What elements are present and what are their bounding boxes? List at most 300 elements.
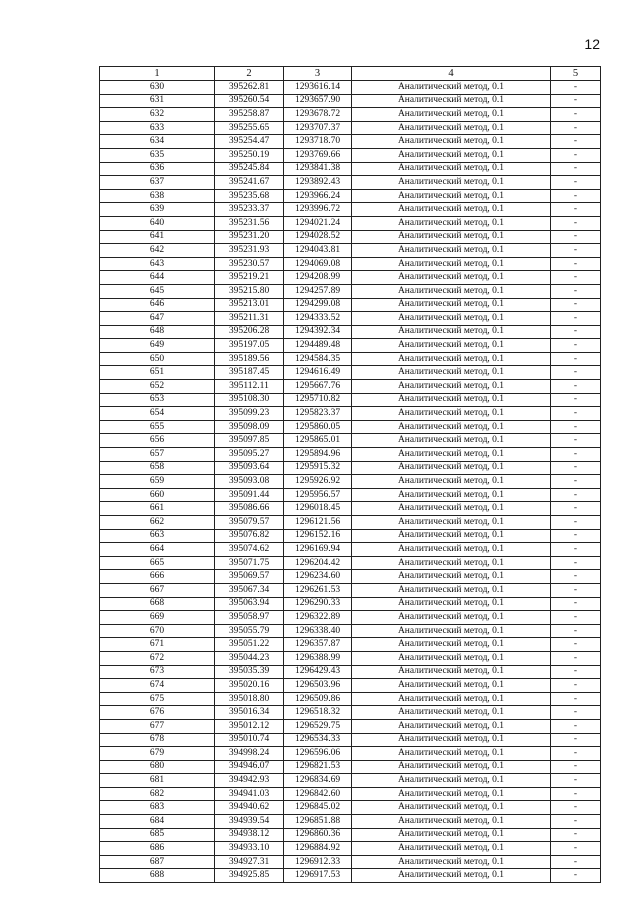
method-cell: Аналитический метод, 0.1 [352, 692, 551, 706]
note-cell: - [551, 611, 601, 625]
method-cell: Аналитический метод, 0.1 [352, 760, 551, 774]
point-number-cell: 678 [100, 733, 215, 747]
table-row [100, 719, 601, 733]
note-cell: - [551, 271, 601, 285]
table-row [100, 189, 601, 203]
table-row [100, 583, 601, 597]
table-row [100, 81, 601, 95]
y-coordinate-cell: 1295956.57 [284, 488, 352, 502]
point-number-cell: 684 [100, 815, 215, 829]
y-coordinate-cell: 1294069.08 [284, 257, 352, 271]
table-row [100, 135, 601, 149]
x-coordinate-cell: 394927.31 [215, 855, 284, 869]
y-coordinate-cell: 1296121.56 [284, 516, 352, 530]
note-cell: - [551, 719, 601, 733]
note-cell: - [551, 81, 601, 95]
note-cell: - [551, 855, 601, 869]
method-cell: Аналитический метод, 0.1 [352, 230, 551, 244]
x-coordinate-cell: 395051.22 [215, 638, 284, 652]
method-cell: Аналитический метод, 0.1 [352, 855, 551, 869]
note-cell: - [551, 502, 601, 516]
method-cell: Аналитический метод, 0.1 [352, 665, 551, 679]
x-coordinate-cell: 395112.11 [215, 380, 284, 394]
y-coordinate-cell: 1296596.06 [284, 747, 352, 761]
point-number-cell: 647 [100, 312, 215, 326]
x-coordinate-cell: 395215.80 [215, 284, 284, 298]
note-cell: - [551, 230, 601, 244]
note-cell: - [551, 733, 601, 747]
method-cell: Аналитический метод, 0.1 [352, 488, 551, 502]
x-coordinate-cell: 395018.80 [215, 692, 284, 706]
note-cell: - [551, 706, 601, 720]
table-row [100, 801, 601, 815]
point-number-cell: 660 [100, 488, 215, 502]
method-cell: Аналитический метод, 0.1 [352, 543, 551, 557]
method-cell: Аналитический метод, 0.1 [352, 448, 551, 462]
point-number-cell: 655 [100, 420, 215, 434]
y-coordinate-cell: 1295926.92 [284, 475, 352, 489]
method-cell: Аналитический метод, 0.1 [352, 189, 551, 203]
y-coordinate-cell: 1293707.37 [284, 121, 352, 135]
point-number-cell: 681 [100, 774, 215, 788]
note-cell: - [551, 257, 601, 271]
x-coordinate-cell: 394940.62 [215, 801, 284, 815]
point-number-cell: 631 [100, 94, 215, 108]
note-cell: - [551, 393, 601, 407]
method-cell: Аналитический метод, 0.1 [352, 271, 551, 285]
method-cell: Аналитический метод, 0.1 [352, 284, 551, 298]
y-coordinate-cell: 1296503.96 [284, 679, 352, 693]
y-coordinate-cell: 1296152.16 [284, 529, 352, 543]
method-cell: Аналитический метод, 0.1 [352, 624, 551, 638]
y-coordinate-cell: 1296169.94 [284, 543, 352, 557]
note-cell: - [551, 108, 601, 122]
y-coordinate-cell: 1294208.99 [284, 271, 352, 285]
method-cell: Аналитический метод, 0.1 [352, 393, 551, 407]
y-coordinate-cell: 1293996.72 [284, 203, 352, 217]
x-coordinate-cell: 395250.19 [215, 148, 284, 162]
point-number-cell: 663 [100, 529, 215, 543]
x-coordinate-cell: 395262.81 [215, 81, 284, 95]
table-row [100, 448, 601, 462]
note-cell: - [551, 869, 601, 883]
point-number-cell: 653 [100, 393, 215, 407]
y-coordinate-cell: 1295667.76 [284, 380, 352, 394]
method-cell: Аналитический метод, 0.1 [352, 747, 551, 761]
method-cell: Аналитический метод, 0.1 [352, 135, 551, 149]
table-row [100, 516, 601, 530]
x-coordinate-cell: 395076.82 [215, 529, 284, 543]
x-coordinate-cell: 395233.37 [215, 203, 284, 217]
note-cell: - [551, 815, 601, 829]
y-coordinate-cell: 1294584.35 [284, 352, 352, 366]
point-number-cell: 665 [100, 556, 215, 570]
note-cell: - [551, 312, 601, 326]
table-row [100, 393, 601, 407]
note-cell: - [551, 679, 601, 693]
method-cell: Аналитический метод, 0.1 [352, 774, 551, 788]
method-cell: Аналитический метод, 0.1 [352, 420, 551, 434]
point-number-cell: 676 [100, 706, 215, 720]
method-cell: Аналитический метод, 0.1 [352, 108, 551, 122]
table-row [100, 271, 601, 285]
page-number: 12 [584, 36, 600, 52]
y-coordinate-cell: 1296845.02 [284, 801, 352, 815]
point-number-cell: 649 [100, 339, 215, 353]
note-cell: - [551, 352, 601, 366]
y-coordinate-cell: 1295823.37 [284, 407, 352, 421]
note-cell: - [551, 189, 601, 203]
note-cell: - [551, 597, 601, 611]
point-number-cell: 686 [100, 842, 215, 856]
point-number-cell: 645 [100, 284, 215, 298]
point-number-cell: 670 [100, 624, 215, 638]
x-coordinate-cell: 395035.39 [215, 665, 284, 679]
table-row [100, 488, 601, 502]
note-cell: - [551, 760, 601, 774]
table-row [100, 692, 601, 706]
method-cell: Аналитический метод, 0.1 [352, 815, 551, 829]
table-row [100, 420, 601, 434]
note-cell: - [551, 366, 601, 380]
y-coordinate-cell: 1296338.40 [284, 624, 352, 638]
table-row [100, 148, 601, 162]
x-coordinate-cell: 395069.57 [215, 570, 284, 584]
x-coordinate-cell: 394941.03 [215, 787, 284, 801]
note-cell: - [551, 94, 601, 108]
x-coordinate-cell: 395093.08 [215, 475, 284, 489]
point-number-cell: 672 [100, 651, 215, 665]
method-cell: Аналитический метод, 0.1 [352, 516, 551, 530]
point-number-cell: 650 [100, 352, 215, 366]
method-cell: Аналитический метод, 0.1 [352, 352, 551, 366]
column-header-4: 4 [352, 67, 551, 81]
point-number-cell: 646 [100, 298, 215, 312]
table-row [100, 842, 601, 856]
method-cell: Аналитический метод, 0.1 [352, 81, 551, 95]
y-coordinate-cell: 1296842.60 [284, 787, 352, 801]
table-row [100, 475, 601, 489]
column-header-3: 3 [284, 67, 352, 81]
point-number-cell: 659 [100, 475, 215, 489]
table-row [100, 624, 601, 638]
table-row [100, 638, 601, 652]
y-coordinate-cell: 1296884.92 [284, 842, 352, 856]
note-cell: - [551, 570, 601, 584]
table-row [100, 176, 601, 190]
y-coordinate-cell: 1294043.81 [284, 244, 352, 258]
method-cell: Аналитический метод, 0.1 [352, 583, 551, 597]
table-row [100, 665, 601, 679]
method-cell: Аналитический метод, 0.1 [352, 216, 551, 230]
note-cell: - [551, 162, 601, 176]
table-row [100, 679, 601, 693]
y-coordinate-cell: 1296821.53 [284, 760, 352, 774]
point-number-cell: 644 [100, 271, 215, 285]
table-row [100, 298, 601, 312]
column-header-5: 5 [551, 67, 601, 81]
note-cell: - [551, 448, 601, 462]
point-number-cell: 685 [100, 828, 215, 842]
y-coordinate-cell: 1294392.34 [284, 325, 352, 339]
point-number-cell: 677 [100, 719, 215, 733]
note-cell: - [551, 842, 601, 856]
x-coordinate-cell: 394939.54 [215, 815, 284, 829]
note-cell: - [551, 692, 601, 706]
x-coordinate-cell: 394998.24 [215, 747, 284, 761]
table-row [100, 257, 601, 271]
x-coordinate-cell: 395079.57 [215, 516, 284, 530]
y-coordinate-cell: 1295710.82 [284, 393, 352, 407]
point-number-cell: 680 [100, 760, 215, 774]
y-coordinate-cell: 1293892.43 [284, 176, 352, 190]
x-coordinate-cell: 395099.23 [215, 407, 284, 421]
note-cell: - [551, 516, 601, 530]
method-cell: Аналитический метод, 0.1 [352, 828, 551, 842]
note-cell: - [551, 203, 601, 217]
method-cell: Аналитический метод, 0.1 [352, 148, 551, 162]
x-coordinate-cell: 395231.20 [215, 230, 284, 244]
x-coordinate-cell: 395010.74 [215, 733, 284, 747]
y-coordinate-cell: 1294489.48 [284, 339, 352, 353]
y-coordinate-cell: 1296834.69 [284, 774, 352, 788]
point-number-cell: 637 [100, 176, 215, 190]
x-coordinate-cell: 395219.21 [215, 271, 284, 285]
method-cell: Аналитический метод, 0.1 [352, 339, 551, 353]
point-number-cell: 642 [100, 244, 215, 258]
y-coordinate-cell: 1296290.33 [284, 597, 352, 611]
note-cell: - [551, 244, 601, 258]
table-row [100, 284, 601, 298]
note-cell: - [551, 325, 601, 339]
point-number-cell: 654 [100, 407, 215, 421]
note-cell: - [551, 339, 601, 353]
table-row [100, 244, 601, 258]
note-cell: - [551, 828, 601, 842]
method-cell: Аналитический метод, 0.1 [352, 869, 551, 883]
method-cell: Аналитический метод, 0.1 [352, 298, 551, 312]
x-coordinate-cell: 395067.34 [215, 583, 284, 597]
point-number-cell: 652 [100, 380, 215, 394]
point-number-cell: 633 [100, 121, 215, 135]
y-coordinate-cell: 1295894.96 [284, 448, 352, 462]
column-header-2: 2 [215, 67, 284, 81]
y-coordinate-cell: 1296851.88 [284, 815, 352, 829]
note-cell: - [551, 529, 601, 543]
table-row [100, 706, 601, 720]
table-row [100, 611, 601, 625]
table-row [100, 339, 601, 353]
y-coordinate-cell: 1296429.43 [284, 665, 352, 679]
x-coordinate-cell: 395020.16 [215, 679, 284, 693]
x-coordinate-cell: 395058.97 [215, 611, 284, 625]
table-row [100, 733, 601, 747]
note-cell: - [551, 651, 601, 665]
table-row [100, 543, 601, 557]
method-cell: Аналитический метод, 0.1 [352, 570, 551, 584]
table-row [100, 121, 601, 135]
table-row [100, 556, 601, 570]
y-coordinate-cell: 1293678.72 [284, 108, 352, 122]
x-coordinate-cell: 395187.45 [215, 366, 284, 380]
x-coordinate-cell: 395074.62 [215, 543, 284, 557]
table-row [100, 529, 601, 543]
method-cell: Аналитический метод, 0.1 [352, 719, 551, 733]
note-cell: - [551, 488, 601, 502]
y-coordinate-cell: 1295915.32 [284, 461, 352, 475]
point-number-cell: 636 [100, 162, 215, 176]
point-number-cell: 669 [100, 611, 215, 625]
note-cell: - [551, 135, 601, 149]
y-coordinate-cell: 1293841.38 [284, 162, 352, 176]
note-cell: - [551, 176, 601, 190]
point-number-cell: 657 [100, 448, 215, 462]
y-coordinate-cell: 1293966.24 [284, 189, 352, 203]
method-cell: Аналитический метод, 0.1 [352, 162, 551, 176]
table-row [100, 747, 601, 761]
table-row [100, 94, 601, 108]
x-coordinate-cell: 395213.01 [215, 298, 284, 312]
method-cell: Аналитический метод, 0.1 [352, 502, 551, 516]
note-cell: - [551, 461, 601, 475]
x-coordinate-cell: 395255.65 [215, 121, 284, 135]
method-cell: Аналитический метод, 0.1 [352, 529, 551, 543]
y-coordinate-cell: 1294299.08 [284, 298, 352, 312]
point-number-cell: 640 [100, 216, 215, 230]
y-coordinate-cell: 1296917.53 [284, 869, 352, 883]
x-coordinate-cell: 395260.54 [215, 94, 284, 108]
x-coordinate-cell: 395245.84 [215, 162, 284, 176]
note-cell: - [551, 380, 601, 394]
method-cell: Аналитический метод, 0.1 [352, 611, 551, 625]
table-row [100, 380, 601, 394]
note-cell: - [551, 475, 601, 489]
method-cell: Аналитический метод, 0.1 [352, 407, 551, 421]
point-number-cell: 634 [100, 135, 215, 149]
x-coordinate-cell: 395093.64 [215, 461, 284, 475]
method-cell: Аналитический метод, 0.1 [352, 801, 551, 815]
x-coordinate-cell: 395108.30 [215, 393, 284, 407]
table-row [100, 787, 601, 801]
table-row [100, 570, 601, 584]
table-row [100, 108, 601, 122]
x-coordinate-cell: 394942.93 [215, 774, 284, 788]
x-coordinate-cell: 395097.85 [215, 434, 284, 448]
x-coordinate-cell: 395012.12 [215, 719, 284, 733]
x-coordinate-cell: 395098.09 [215, 420, 284, 434]
point-number-cell: 679 [100, 747, 215, 761]
x-coordinate-cell: 395063.94 [215, 597, 284, 611]
method-cell: Аналитический метод, 0.1 [352, 597, 551, 611]
method-cell: Аналитический метод, 0.1 [352, 244, 551, 258]
note-cell: - [551, 298, 601, 312]
x-coordinate-cell: 394946.07 [215, 760, 284, 774]
method-cell: Аналитический метод, 0.1 [352, 257, 551, 271]
point-number-cell: 658 [100, 461, 215, 475]
note-cell: - [551, 774, 601, 788]
note-cell: - [551, 420, 601, 434]
note-cell: - [551, 638, 601, 652]
method-cell: Аналитический метод, 0.1 [352, 679, 551, 693]
y-coordinate-cell: 1293657.90 [284, 94, 352, 108]
table-row [100, 651, 601, 665]
x-coordinate-cell: 395044.23 [215, 651, 284, 665]
table-row [100, 461, 601, 475]
point-number-cell: 656 [100, 434, 215, 448]
point-number-cell: 687 [100, 855, 215, 869]
method-cell: Аналитический метод, 0.1 [352, 461, 551, 475]
note-cell: - [551, 434, 601, 448]
x-coordinate-cell: 395231.93 [215, 244, 284, 258]
point-number-cell: 638 [100, 189, 215, 203]
x-coordinate-cell: 395211.31 [215, 312, 284, 326]
point-number-cell: 641 [100, 230, 215, 244]
method-cell: Аналитический метод, 0.1 [352, 842, 551, 856]
table-row [100, 760, 601, 774]
y-coordinate-cell: 1296261.53 [284, 583, 352, 597]
y-coordinate-cell: 1295860.05 [284, 420, 352, 434]
x-coordinate-cell: 395197.05 [215, 339, 284, 353]
x-coordinate-cell: 395071.75 [215, 556, 284, 570]
column-header-1: 1 [100, 67, 215, 81]
method-cell: Аналитический метод, 0.1 [352, 706, 551, 720]
method-cell: Аналитический метод, 0.1 [352, 638, 551, 652]
point-number-cell: 671 [100, 638, 215, 652]
point-number-cell: 639 [100, 203, 215, 217]
table-row [100, 352, 601, 366]
note-cell: - [551, 787, 601, 801]
x-coordinate-cell: 395091.44 [215, 488, 284, 502]
y-coordinate-cell: 1293769.66 [284, 148, 352, 162]
y-coordinate-cell: 1296018.45 [284, 502, 352, 516]
x-coordinate-cell: 395016.34 [215, 706, 284, 720]
y-coordinate-cell: 1294021.24 [284, 216, 352, 230]
note-cell: - [551, 624, 601, 638]
note-cell: - [551, 148, 601, 162]
table-row [100, 325, 601, 339]
y-coordinate-cell: 1296357.87 [284, 638, 352, 652]
x-coordinate-cell: 395230.57 [215, 257, 284, 271]
y-coordinate-cell: 1293616.14 [284, 81, 352, 95]
y-coordinate-cell: 1296860.36 [284, 828, 352, 842]
point-number-cell: 662 [100, 516, 215, 530]
x-coordinate-cell: 394933.10 [215, 842, 284, 856]
method-cell: Аналитический метод, 0.1 [352, 94, 551, 108]
y-coordinate-cell: 1295865.01 [284, 434, 352, 448]
method-cell: Аналитический метод, 0.1 [352, 651, 551, 665]
method-cell: Аналитический метод, 0.1 [352, 733, 551, 747]
point-number-cell: 682 [100, 787, 215, 801]
point-number-cell: 651 [100, 366, 215, 380]
table-row [100, 502, 601, 516]
y-coordinate-cell: 1293718.70 [284, 135, 352, 149]
x-coordinate-cell: 395231.56 [215, 216, 284, 230]
y-coordinate-cell: 1296529.75 [284, 719, 352, 733]
table-row [100, 815, 601, 829]
note-cell: - [551, 747, 601, 761]
method-cell: Аналитический метод, 0.1 [352, 787, 551, 801]
note-cell: - [551, 284, 601, 298]
y-coordinate-cell: 1296204.42 [284, 556, 352, 570]
method-cell: Аналитический метод, 0.1 [352, 475, 551, 489]
table-row [100, 855, 601, 869]
method-cell: Аналитический метод, 0.1 [352, 556, 551, 570]
table-row [100, 597, 601, 611]
point-number-cell: 635 [100, 148, 215, 162]
note-cell: - [551, 583, 601, 597]
note-cell: - [551, 216, 601, 230]
table-row [100, 774, 601, 788]
